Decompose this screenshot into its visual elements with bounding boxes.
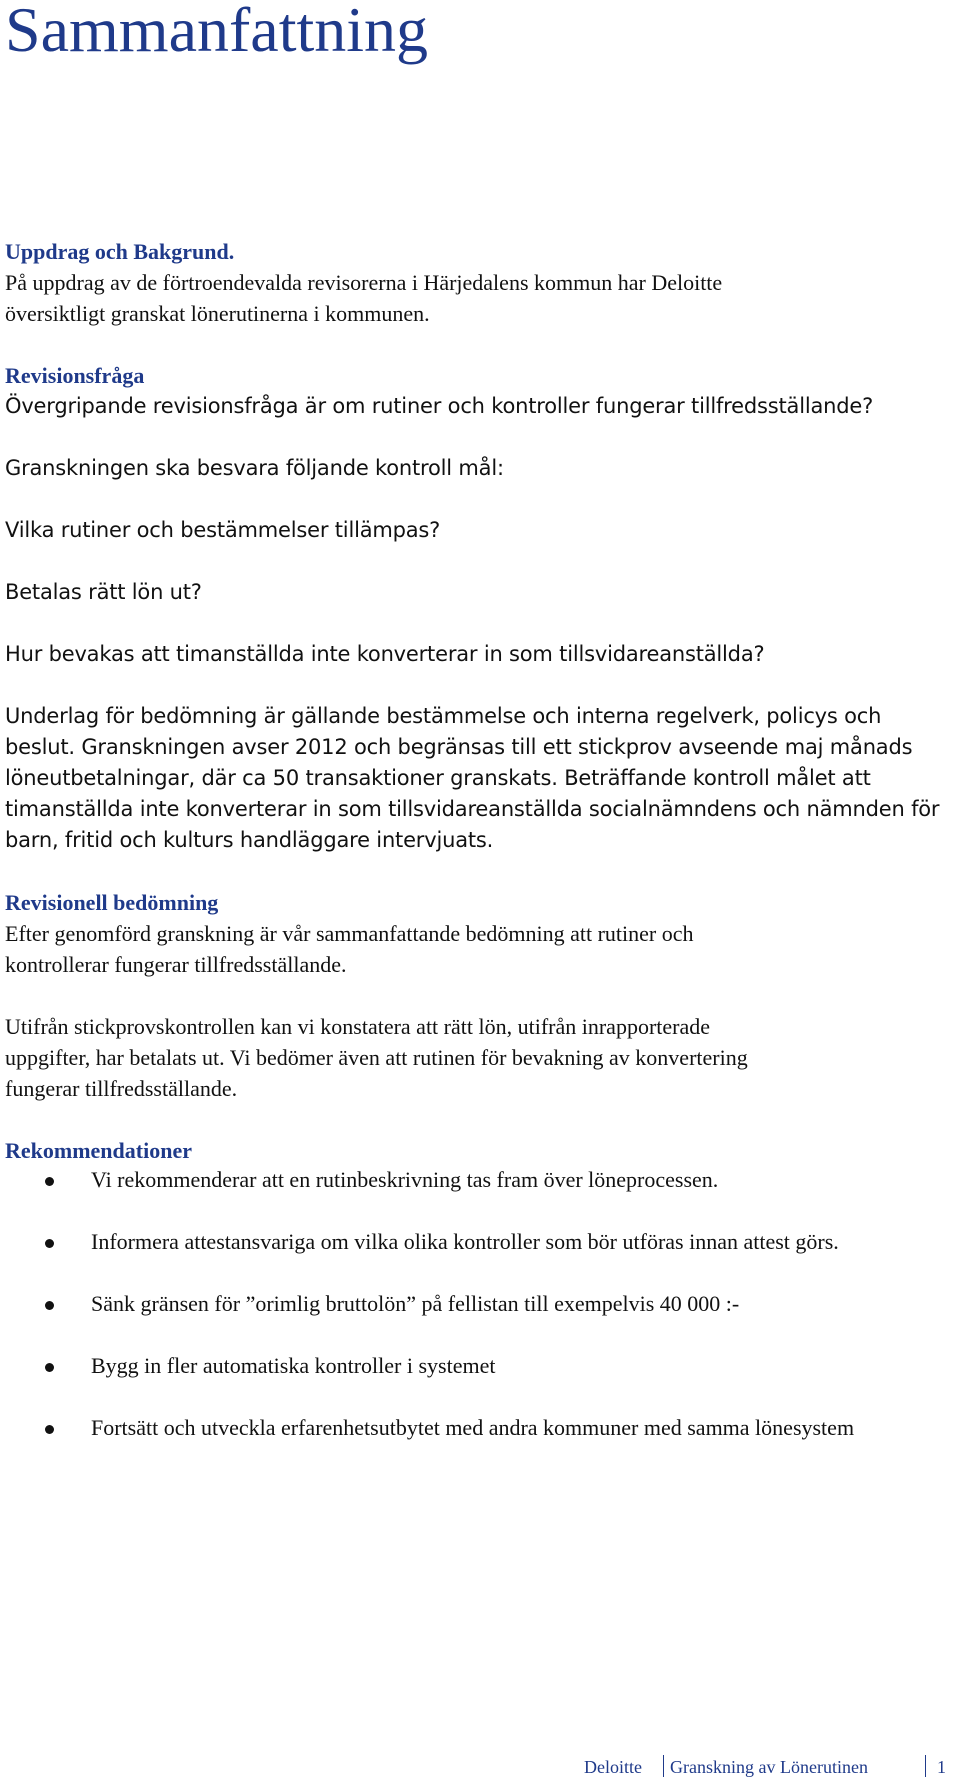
rekommendationer-heading: Rekommendationer [5,1138,192,1163]
recommendation-text: Fortsätt och utveckla erfarenhetsutbytet med andra kommuner med samma lönesystem [91,1415,855,1440]
bullet-icon [45,1363,54,1372]
recommendation-text: Sänk gränsen för ”orimlig bruttolön” på fellistan till exempelvis 40 000 :- [91,1291,740,1316]
footer-document-title: Granskning av Lönerutinen [670,1757,868,1777]
underlag-line-5: barn, fritid och kulturs handläggare intervjuats. [5,828,494,852]
kontrollmal-question-3: Hur bevakas att timanställda inte konverterar in som tillsvidareanställda? [5,642,765,666]
recommendation-text: Bygg in fler automatiska kontroller i systemet [91,1353,496,1378]
uppdrag-line-2: översiktligt granskat lönerutinerna i kommunen. [5,301,430,326]
stickprov-line-1: Utifrån stickprovskontrollen kan vi konstatera att rätt lön, utifrån inrapporterade [5,1014,710,1039]
bedomning-line-1: Efter genomförd granskning är vår sammanfattande bedömning att rutiner och [5,921,694,946]
bullet-icon [45,1425,54,1434]
revisionsfraga-heading: Revisionsfråga [5,363,145,388]
kontrollmal-question-1: Vilka rutiner och bestämmelser tillämpas? [5,518,441,542]
recommendation-item [0,1226,891,1257]
recommendation-list [0,1164,940,1443]
underlag-line-2: beslut. Granskningen avser 2012 och begränsas till ett stickprov avseende maj månads [5,735,913,759]
footer-page-number: 1 [937,1757,946,1777]
underlag-line-4: timanställda inte konverterar in som tillsvidareanställda socialnämndens och nämnden för [5,797,940,821]
bullet-icon [45,1239,54,1248]
footer-divider [925,1755,926,1777]
kontrollmal-question-2: Betalas rätt lön ut? [5,580,202,604]
bullet-icon [45,1301,54,1310]
uppdrag-line-1: På uppdrag av de förtroendevalda revisorerna i Härjedalens kommun har Deloitte [5,270,723,295]
page-title: Sammanfattning [5,0,429,65]
revisionsfraga-line-1: Övergripande revisionsfråga är om rutiner och kontroller fungerar tillfredsställande? [5,394,874,418]
kontrollmal-intro: Granskningen ska besvara följande kontroll mål: [5,456,504,480]
underlag-line-3: löneutbetalningar, där ca 50 transaktioner granskats. Beträffande kontroll målet att [5,766,871,790]
recommendation-item [0,1350,940,1381]
underlag-line-1: Underlag för bedömning är gällande bestämmelse och interna regelverk, policys och [5,704,882,728]
recommendation-text: Informera attestansvariga om vilka olika kontroller som bör utföras innan attest görs. [91,1229,839,1254]
footer-divider [663,1755,664,1777]
recommendation-item [0,1164,940,1195]
stickprov-line-3: fungerar tillfredsställande. [5,1076,238,1101]
footer-company: Deloitte [584,1757,642,1777]
recommendation-item [0,1288,940,1319]
bedomning-line-2: kontrollerar fungerar tillfredsställande. [5,952,347,977]
bedomning-heading: Revisionell bedömning [5,890,219,915]
recommendation-item [0,1412,891,1443]
uppdrag-heading: Uppdrag och Bakgrund. [5,239,235,264]
recommendation-text: Vi rekommenderar att en rutinbeskrivning tas fram över löneprocessen. [91,1167,719,1192]
bullet-icon [45,1177,54,1186]
stickprov-line-2: uppgifter, har betalats ut. Vi bedömer även att rutinen för bevakning av konvertering [5,1045,748,1070]
